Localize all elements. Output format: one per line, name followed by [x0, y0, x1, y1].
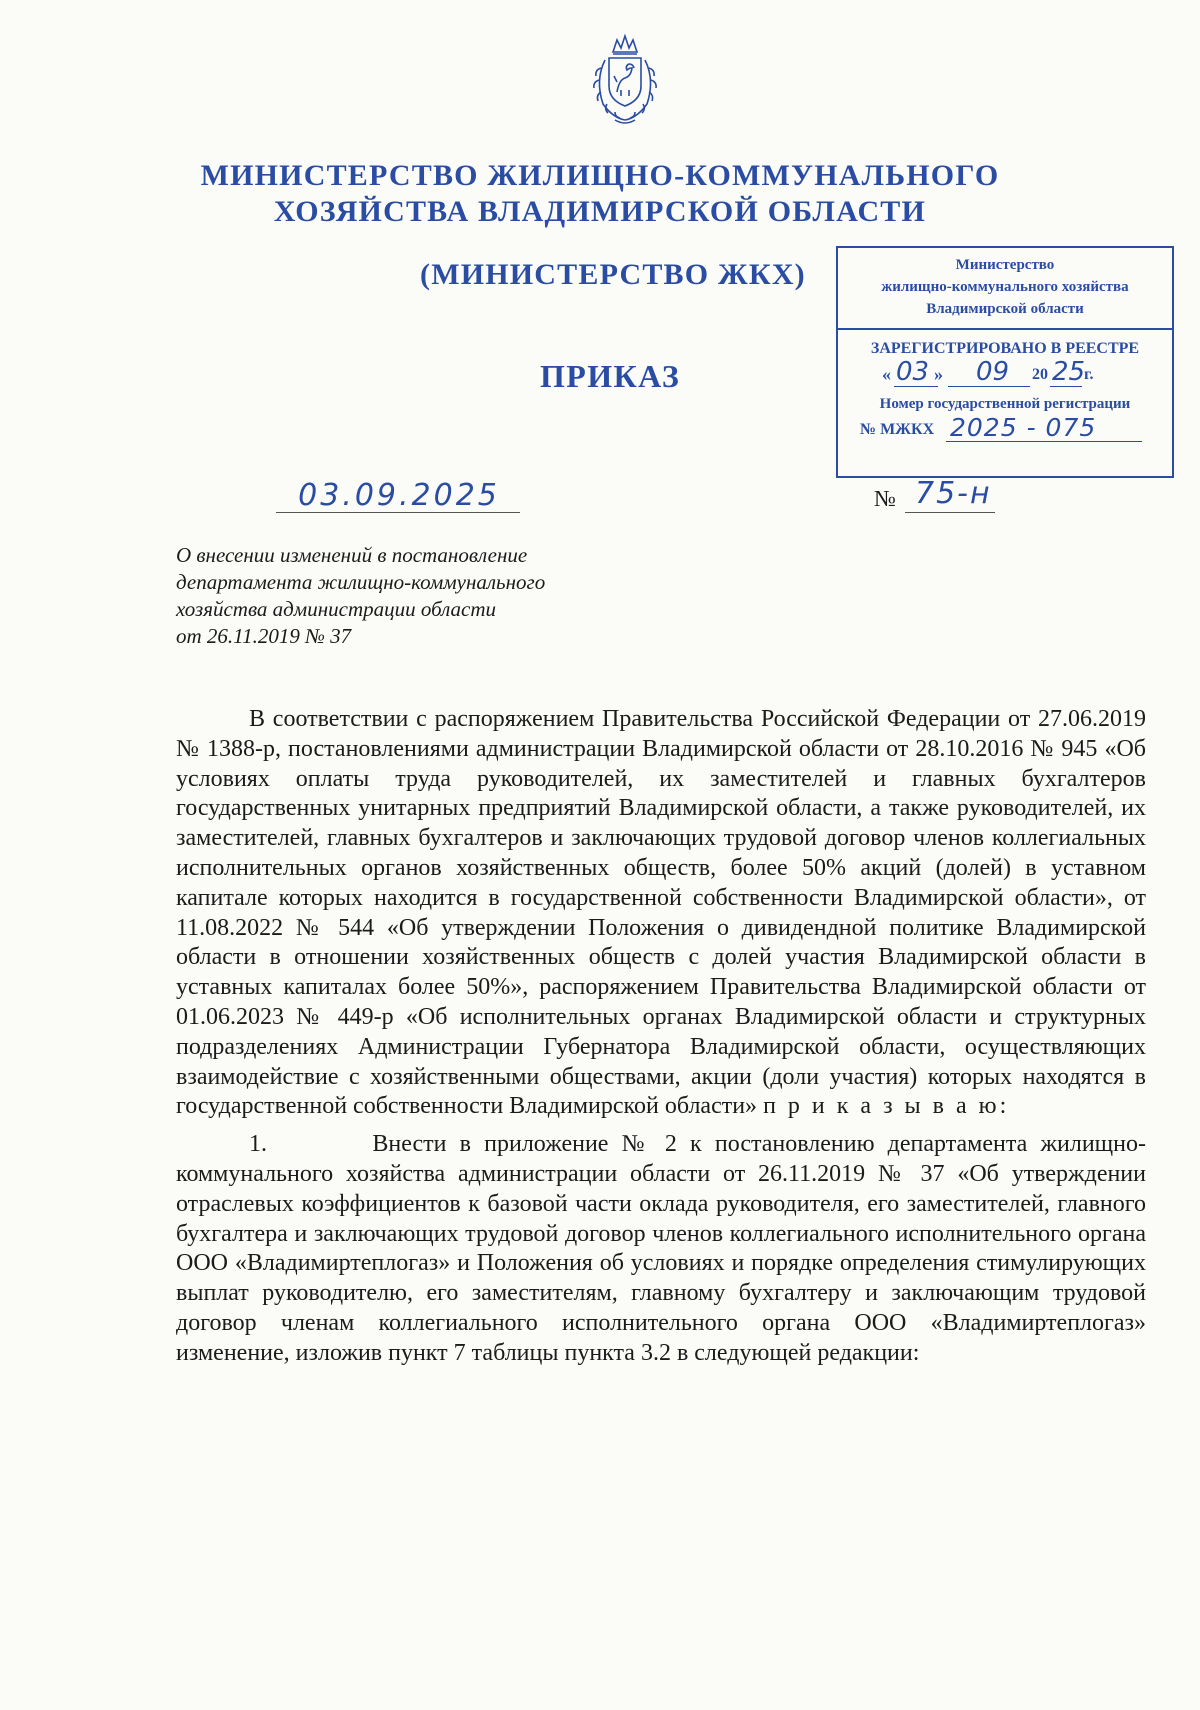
registration-stamp — [836, 246, 1174, 478]
subject-line4: от 26.11.2019 № 37 — [176, 624, 352, 648]
stamp-year-unit: г. — [1084, 366, 1094, 383]
subject-line3: хозяйства администрации области — [176, 597, 497, 621]
subject-line1: О внесении изменений в постановление — [176, 543, 528, 567]
stamp-ministry-line1: Министерство — [955, 257, 1055, 273]
organization-short-name: (МИНИСТЕРСТВО ЖКХ) — [420, 258, 806, 291]
subject-line2: департамента жилищно-коммунального — [176, 570, 546, 594]
date-underline — [276, 512, 520, 513]
coat-of-arms-icon — [585, 32, 665, 128]
stamp-ministry-line2: жилищно-коммунального хозяйства — [881, 279, 1129, 295]
preamble-paragraph — [176, 705, 1146, 1122]
stamp-reg-number: 2025 - 075 — [950, 413, 1097, 442]
stamp-registered-label: ЗАРЕГИСТРИРОВАНО В РЕЕСТРЕ — [870, 340, 1140, 357]
stamp-reg-year-prefix: 20 — [1032, 366, 1048, 383]
document-number: 75-н — [915, 476, 992, 511]
document-body — [176, 705, 1146, 1369]
item-1-number: 1. — [249, 1131, 267, 1158]
item-1-text: Внести в приложение № 2 к постановлению департамента жилищно-коммунального хозяйства администрации области от 26.11.2019 № 37 «Об утверждении отраслевых коэффициентов к базовой части оклада руководителя, его заместителей, главного бухгалтера и заключающих трудовой договор членов коллегиального исполнительного органа ООО «Владимиртеплогаз» и Положения об условиях и порядке определения стимулирующих выплат руководителю, его заместителям, главному бухгалтеру и заключающим трудовой договор членам коллегиального исполнительного органа ООО «Владимиртеплогаз» изменение, изложив пункт 7 таблицы пункта 3.2 в следующей редакции: — [176, 1131, 1147, 1366]
stamp-reg-day: 03 — [896, 357, 930, 387]
document-subject — [176, 542, 636, 650]
stamp-ministry-block — [838, 248, 1172, 320]
item-1-paragraph — [176, 1130, 1146, 1368]
order-word: п р и к а з ы в а ю: — [763, 1093, 1010, 1120]
stamp-reg-number-prefix: № МЖКХ — [860, 421, 935, 438]
stamp-registration-date: « 03 » 09 20 25 г. — [882, 357, 1094, 387]
stamp-reg-number-line — [838, 413, 1172, 447]
stamp-reg-month: 09 — [976, 357, 1010, 387]
organization-title-line2: ХОЗЯЙСТВА ВЛАДИМИРСКОЙ ОБЛАСТИ — [273, 195, 927, 228]
document-type-title: ПРИКАЗ — [540, 358, 681, 394]
stamp-ministry-line3: Владимирской области — [926, 301, 1084, 317]
organization-title — [120, 158, 1080, 230]
preamble-text: В соответствии с распоряжением Правительства Российской Федерации от 27.06.2019 № 1388-р, постановлениями администрации Владимирской области от 28.10.2016 № 945 «Об условиях оплаты труда руководителей, их заместителей и главных бухгалтеров государственных унитарных предприятий Владимирской области, а также руководителей, их заместителей, главных бухгалтеров и заключающих трудовой договор членов коллегиальных исполнительных органов хозяйственных обществ, более 50% акций (долей) в уставном капитале которых находится в государственной собственности Владимирской области», от 11.08.2022 № 544 «Об утверждении Положения о дивидендной политике Владимирской области в отношении хозяйственных обществ с долей участия Владимирской области в уставных капиталах более 50%», распоряжением Правительства Владимирской области от 01.06.2023 № 449-р «Об исполнительных органах Владимирской области и структурных подразделениях Администрации Губернатора Владимирской области, осуществляющих взаимодействие с хозяйственными обществами, акции (доли участия) которых находятся в государственной собственности Владимирской области» — [176, 706, 1146, 1120]
stamp-reg-number-label: Номер государственной регистрации — [879, 396, 1131, 412]
document-date: 03.09.2025 — [298, 478, 500, 513]
document-number-sign: № — [874, 486, 896, 511]
stamp-reg-year-suffix: 25 — [1052, 357, 1086, 387]
number-underline — [905, 512, 995, 513]
organization-title-line1: МИНИСТЕРСТВО ЖИЛИЩНО-КОММУНАЛЬНОГО — [200, 159, 1000, 192]
